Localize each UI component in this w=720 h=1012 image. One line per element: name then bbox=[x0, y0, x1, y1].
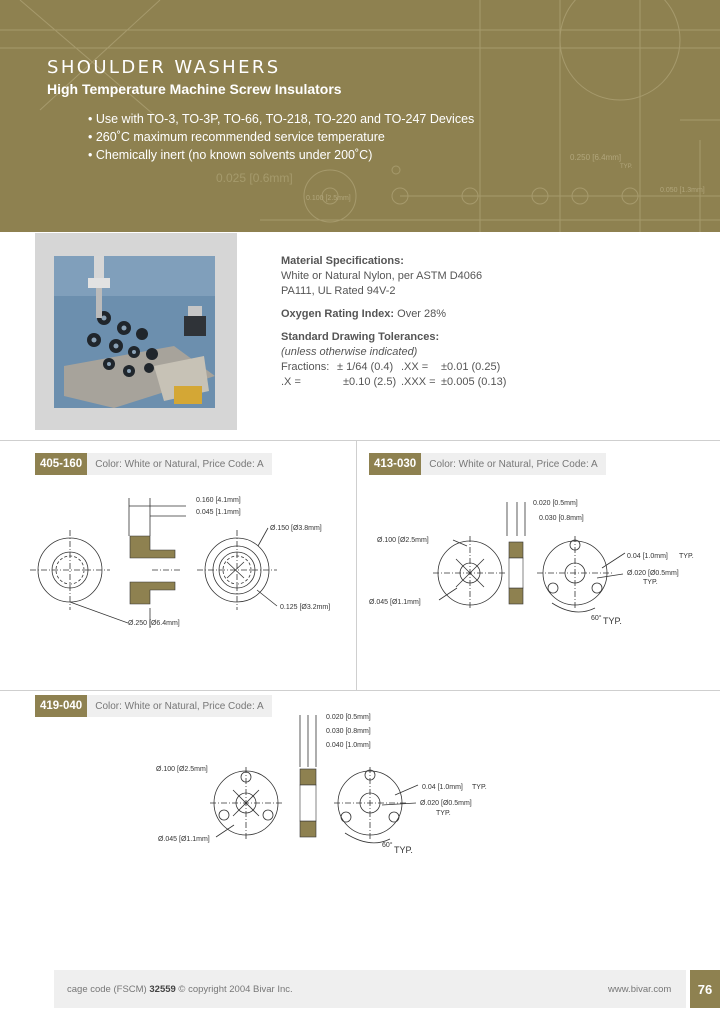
part-number: 419-040 bbox=[35, 695, 87, 717]
dim-label: TYP. bbox=[472, 784, 487, 791]
dim-label: Ø.100 [Ø2.5mm] bbox=[156, 766, 208, 773]
cage-code: 32559 bbox=[149, 984, 176, 995]
product-photo bbox=[54, 256, 215, 408]
dim-label: TYP. bbox=[679, 553, 694, 560]
tolerance-cell: Fractions: bbox=[281, 361, 330, 373]
feature-item: • Chemically inert (no known solvents under 200˚C) bbox=[88, 148, 373, 162]
oxygen-rating bbox=[281, 307, 482, 322]
part-number: 405-160 bbox=[35, 453, 87, 475]
dim-label: 60° bbox=[382, 842, 393, 849]
header-banner bbox=[0, 0, 720, 232]
dim-label: 0.020 [0.5mm] bbox=[326, 714, 371, 721]
dim-label: 0.040 [1.0mm] bbox=[326, 742, 371, 749]
oxygen-value: Over 28% bbox=[394, 308, 447, 320]
tolerance-note: (unless otherwise indicated) bbox=[281, 346, 418, 358]
feature-item: • Use with TO-3, TO-3P, TO-66, TO-218, TO-220 and TO-247 Devices bbox=[88, 112, 475, 126]
dim-label: TYP. bbox=[603, 616, 622, 626]
dim-label: 0.030 [0.8mm] bbox=[539, 515, 584, 522]
part-info: Color: White or Natural, Price Code: A bbox=[421, 453, 605, 475]
dim-label: 0.125 [Ø3.2mm] bbox=[280, 604, 331, 611]
dim-label: 0.045 [1.1mm] bbox=[196, 509, 241, 516]
dim-label: 0.04 [1.0mm] bbox=[627, 553, 668, 560]
dim-label: 0.160 [4.1mm] bbox=[196, 497, 241, 504]
part-header-413-030 bbox=[369, 453, 606, 475]
tolerance-cell: ±0.01 (0.25) bbox=[441, 361, 501, 373]
tolerance-cell: ±0.10 (2.5) bbox=[343, 376, 397, 388]
website-link[interactable]: www.bivar.com bbox=[608, 984, 672, 995]
tolerance-cell: .X = bbox=[281, 376, 301, 388]
dim-label: 0.04 [1.0mm] bbox=[422, 784, 463, 791]
dim-label: TYP. bbox=[436, 810, 451, 817]
banner-dim-1: 0.250 [6.4mm] bbox=[570, 153, 622, 162]
material-heading: Material Specifications: bbox=[281, 255, 404, 267]
dim-label: Ø.100 [Ø2.5mm] bbox=[377, 537, 429, 544]
page-number: 76 bbox=[690, 970, 720, 1008]
tolerance-cell: ±0.005 (0.13) bbox=[441, 376, 507, 388]
specifications bbox=[281, 254, 507, 390]
section-divider bbox=[0, 440, 720, 441]
part-header-405-160 bbox=[35, 453, 272, 475]
dim-label: Ø.045 [Ø1.1mm] bbox=[158, 836, 210, 843]
feature-item: • 260˚C maximum recommended service temperature bbox=[88, 130, 385, 144]
part-info: Color: White or Natural, Price Code: A bbox=[87, 453, 271, 475]
dim-label: 0.020 [0.5mm] bbox=[533, 500, 578, 507]
tolerance-row bbox=[281, 375, 507, 390]
dim-label: TYP. bbox=[643, 579, 658, 586]
tolerance-cell: ± 1/64 (0.4) bbox=[337, 361, 394, 373]
material-line: PA111, UL Rated 94V-2 bbox=[281, 285, 396, 297]
drawing-413-030 bbox=[357, 478, 720, 688]
cage-prefix: cage code (FSCM) bbox=[67, 984, 150, 995]
tolerance-heading: Standard Drawing Tolerances: bbox=[281, 331, 440, 343]
banner-dim-typ: TYP. bbox=[620, 164, 633, 170]
dim-label: Ø.020 [Ø0.5mm] bbox=[627, 570, 679, 577]
dim-label: 60° bbox=[591, 615, 602, 622]
page-title: SHOULDER WASHERS bbox=[47, 57, 281, 78]
dim-label: Ø.020 [Ø0.5mm] bbox=[420, 800, 472, 807]
drawing-405-160 bbox=[0, 478, 356, 688]
banner-dim-3: 0.100 [2.5mm] bbox=[306, 195, 351, 202]
tolerance-cell: .XXX = bbox=[401, 376, 436, 388]
dim-label: Ø.045 [Ø1.1mm] bbox=[369, 599, 421, 606]
drawing-419-040 bbox=[140, 705, 540, 865]
tolerance-cell: .XX = bbox=[401, 361, 429, 373]
page-footer bbox=[0, 970, 720, 1012]
footer-copyright bbox=[67, 984, 293, 995]
tolerance-row bbox=[281, 360, 501, 375]
banner-dim-2: 0.025 [0.6mm] bbox=[216, 171, 293, 185]
oxygen-label: Oxygen Rating Index: bbox=[281, 308, 395, 320]
part-info: Color: White or Natural, Price Code: A bbox=[87, 695, 271, 717]
material-line: White or Natural Nylon, per ASTM D4066 bbox=[281, 270, 483, 282]
copyright-text: © copyright 2004 Bivar Inc. bbox=[175, 984, 293, 995]
dim-label: TYP. bbox=[394, 845, 413, 855]
page-subtitle: High Temperature Machine Screw Insulators bbox=[47, 81, 342, 97]
section-divider bbox=[0, 690, 720, 691]
dim-label: Ø.150 [Ø3.8mm] bbox=[270, 525, 322, 532]
dim-label: 0.030 [0.8mm] bbox=[326, 728, 371, 735]
part-number: 413-030 bbox=[369, 453, 421, 475]
feature-list bbox=[88, 110, 474, 164]
banner-dim-4: 0.050 [1.3mm] bbox=[660, 187, 705, 194]
dim-label: Ø.250 [Ø6.4mm] bbox=[128, 620, 180, 627]
